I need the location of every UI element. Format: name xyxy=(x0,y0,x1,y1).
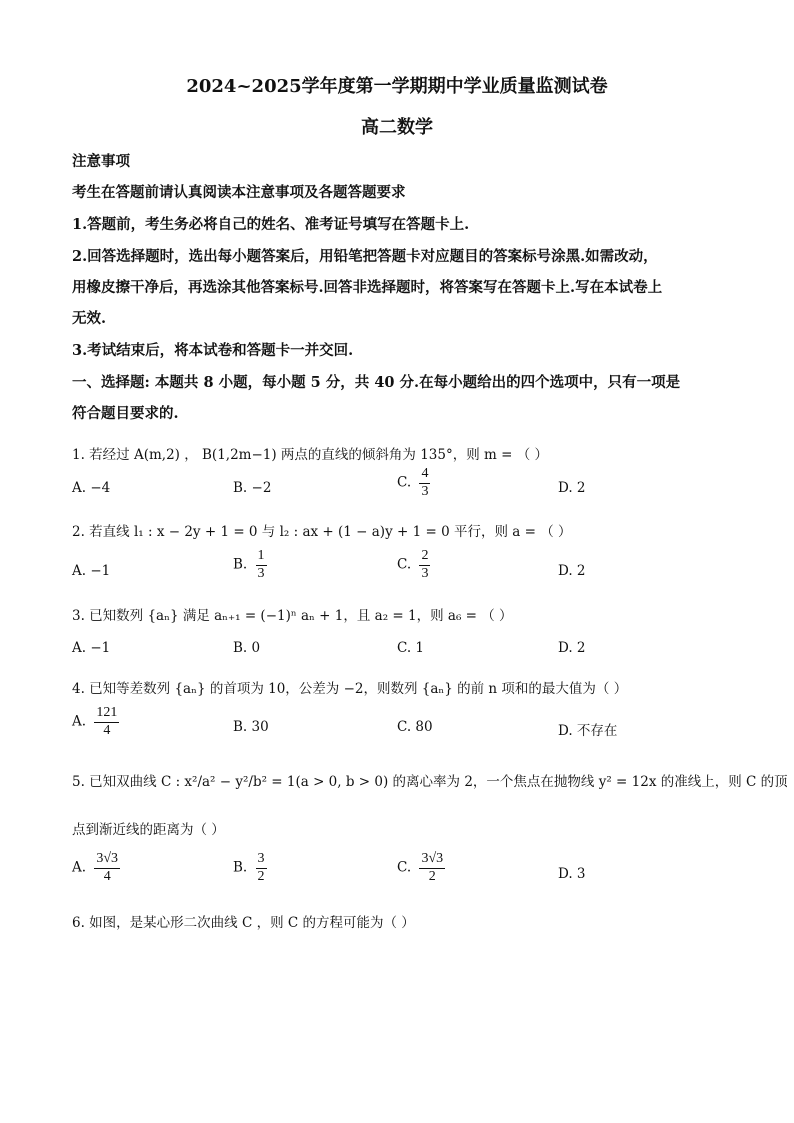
exam-subtitle: 高二数学 xyxy=(361,117,433,138)
denominator: 2 xyxy=(428,868,436,884)
question-1-stem: 1. 若经过 A(m,2) ， B(1,2m−1) 两点的直线的倾斜角为 135°，则 m = （ ） xyxy=(72,447,549,463)
section-1-line-2: 符合题目要求的. xyxy=(72,405,179,422)
question-4-option-c: C. 80 xyxy=(397,719,433,735)
section-1-line-1: 一、选择题: 本题共 8 小题，每小题 5 分，共 40 分.在每小题给出的四个选项中，只有一项是 xyxy=(72,374,681,391)
denominator: 4 xyxy=(103,722,111,738)
fraction xyxy=(256,852,267,884)
numerator: 3 xyxy=(256,852,267,869)
denominator: 3 xyxy=(257,565,265,581)
numerator: 4 xyxy=(419,467,430,484)
option-label: A. xyxy=(72,859,87,876)
question-3-option-d: D. 2 xyxy=(558,640,586,656)
option-label: B. xyxy=(233,556,248,573)
option-label: C. xyxy=(397,859,412,876)
question-4-option-d: D. 不存在 xyxy=(558,723,618,739)
fraction xyxy=(419,852,445,884)
question-2-option-d: D. 2 xyxy=(558,563,586,579)
denominator: 4 xyxy=(103,868,111,884)
question-5-stem-line-2: 点到渐近线的距离为（ ） xyxy=(72,822,225,838)
notice-item-3: 3.考试结束后，将本试卷和答题卡一并交回. xyxy=(72,342,354,359)
question-1-option-b: B. −2 xyxy=(233,480,272,496)
numerator: 1 xyxy=(256,549,267,566)
question-3-option-b: B. 0 xyxy=(233,640,261,656)
question-4-stem: 4. 已知等差数列 {aₙ} 的首项为 10，公差为 −2，则数列 {aₙ} 的前 n 项和的最大值为（ ） xyxy=(72,681,628,697)
question-2-option-b xyxy=(233,549,267,581)
notice-item-1: 1.答题前，考生务必将自己的姓名、准考证号填写在答题卡上. xyxy=(72,216,470,233)
denominator: 3 xyxy=(421,565,429,581)
fraction xyxy=(94,706,119,738)
numerator: 121 xyxy=(94,706,119,723)
question-3-option-a: A. −1 xyxy=(72,640,111,656)
option-label: C. xyxy=(397,474,412,491)
denominator: 2 xyxy=(257,868,265,884)
notice-intro: 考生在答题前请认真阅读本注意事项及各题答题要求 xyxy=(72,184,406,201)
option-label: B. xyxy=(233,859,248,876)
fraction xyxy=(419,549,430,581)
numerator: 3√3 xyxy=(419,852,445,869)
question-5-option-b xyxy=(233,852,267,884)
question-3-option-c: C. 1 xyxy=(397,640,425,656)
question-6-stem: 6. 如图，是某心形二次曲线 C ，则 C 的方程可能为（ ） xyxy=(72,915,415,931)
option-label: A. xyxy=(72,713,87,730)
question-4-option-b: B. 30 xyxy=(233,719,269,735)
notice-item-2-line-1: 2.回答选择题时，选出每小题答案后，用铅笔把答题卡对应题目的答案标号涂黑.如需改动， xyxy=(72,248,658,265)
numerator: 2 xyxy=(419,549,430,566)
fraction xyxy=(419,467,430,499)
option-label: C. xyxy=(397,556,412,573)
fraction xyxy=(94,852,120,884)
numerator: 3√3 xyxy=(94,852,120,869)
notice-item-2-line-3: 无效. xyxy=(72,310,107,327)
question-2-option-c xyxy=(397,549,430,581)
question-5-option-c xyxy=(397,852,445,884)
question-1-option-c xyxy=(397,467,430,499)
question-5-option-d: D. 3 xyxy=(558,866,586,882)
question-2-option-a: A. −1 xyxy=(72,563,111,579)
question-5-option-a xyxy=(72,852,120,884)
notice-heading: 注意事项 xyxy=(72,153,130,170)
question-4-option-a xyxy=(72,706,119,738)
question-3-stem: 3. 已知数列 {aₙ} 满足 aₙ₊₁ = (−1)ⁿ aₙ + 1，且 a₂ = 1，则 a₆ = （ ） xyxy=(72,608,513,624)
question-2-stem: 2. 若直线 l₁ : x − 2y + 1 = 0 与 l₂ : ax + (1 − a)y + 1 = 0 平行，则 a = （ ） xyxy=(72,524,572,540)
question-1-option-d: D. 2 xyxy=(558,480,586,496)
question-5-stem-line-1: 5. 已知双曲线 C : x²/a² − y²/b² = 1(a > 0, b > 0) 的离心率为 2，一个焦点在抛物线 y² = 12x 的准线上，则 C 的顶 xyxy=(72,774,788,790)
denominator: 3 xyxy=(421,483,429,499)
question-1-option-a: A. −4 xyxy=(72,480,111,496)
exam-title: 2024~2025学年度第一学期期中学业质量监测试卷 xyxy=(186,76,608,97)
fraction xyxy=(256,549,267,581)
notice-item-2-line-2: 用橡皮擦干净后，再选涂其他答案标号.回答非选择题时，将答案写在答题卡上.写在本试卷上 xyxy=(72,279,663,296)
